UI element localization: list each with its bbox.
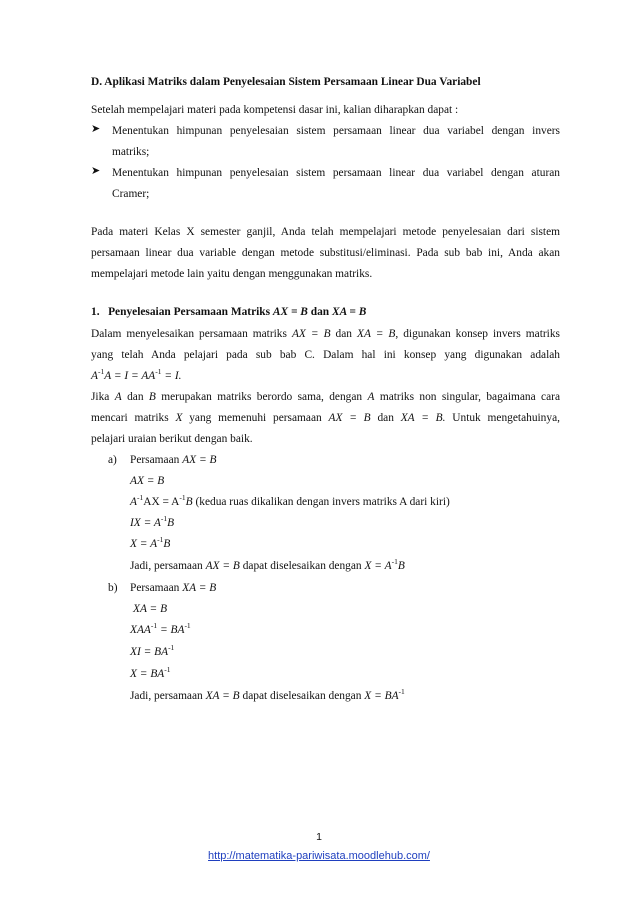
part-a-label: a) xyxy=(108,454,117,466)
part-a-step-4 xyxy=(130,535,170,553)
eq: AX = A xyxy=(143,496,180,508)
eq: XAA xyxy=(130,624,151,636)
exp: -1 xyxy=(391,557,398,566)
p3-text: mencari matriks xyxy=(91,412,176,424)
p3-eq: A xyxy=(114,391,122,403)
eq: B xyxy=(185,496,193,508)
section-title: D. Aplikasi Matriks dalam Penyelesaian Sistem Persamaan Linear Dua Variabel xyxy=(91,76,481,88)
p3-eq: A xyxy=(367,391,375,403)
p3-eq: XA = B. xyxy=(400,412,446,424)
part-a-conclusion xyxy=(130,557,405,575)
footer-url-wrap xyxy=(0,850,638,862)
p3-text: matriks non singular, bagaimana cara xyxy=(374,391,560,403)
step-note: (kedua ruas dikalikan dengan invers matriks A dari kiri) xyxy=(192,496,450,508)
eq: XA = B xyxy=(205,690,240,702)
paragraph-1-line-1: Pada materi Kelas X semester ganjil, Anda telah mempelajari metode penyelesaian dari sistem xyxy=(91,226,560,238)
p2-eq: = I. xyxy=(161,370,182,382)
exp: -1 xyxy=(160,514,168,523)
subsection-eq2: XA = B xyxy=(331,306,367,318)
paragraph-1-line-3: mempelajari metode lain yaitu dengan menggunakan matriks. xyxy=(91,268,373,280)
subsection-conj: dan xyxy=(307,306,332,318)
part-a-step-2 xyxy=(130,493,450,511)
eq: B xyxy=(397,560,405,572)
p2-eq: A xyxy=(91,370,98,382)
paragraph-2-line-3 xyxy=(91,367,560,385)
eq: X = A xyxy=(130,538,158,550)
paragraph-1-line-2: persamaan linear dua variable dengan metode substitusi/eliminasi. Pada sub bab ini, Anda akan xyxy=(91,247,560,259)
eq: = BA xyxy=(157,624,185,636)
eq: B xyxy=(163,538,171,550)
p2-exp: -1 xyxy=(97,367,105,376)
eq: AX = B xyxy=(205,560,240,572)
part-b-step-3 xyxy=(130,643,174,661)
eq: IX = A xyxy=(130,517,161,529)
eq: XI = BA xyxy=(130,646,169,658)
exp: -1 xyxy=(164,665,171,674)
arrow-bullet-icon: ➤ xyxy=(91,123,101,135)
bullet-2-line-2: Cramer; xyxy=(112,188,150,200)
exp: -1 xyxy=(398,687,405,696)
arrow-bullet-icon: ➤ xyxy=(91,165,101,177)
part-b-step-2 xyxy=(130,621,191,639)
p3-text: merupakan matriks berordo sama, dengan xyxy=(155,391,368,403)
bullet-1-line-1: Menentukan himpunan penyelesaian sistem persamaan linear dua variabel dengan invers xyxy=(112,125,560,137)
exp: -1 xyxy=(179,493,186,502)
paragraph-3-line-2 xyxy=(91,409,560,427)
part-a-heading-text: Persamaan xyxy=(130,454,183,466)
exp: -1 xyxy=(168,643,175,652)
p3-text: Jika xyxy=(91,391,115,403)
part-a-step-1 xyxy=(130,472,164,490)
subsection-number: 1. xyxy=(91,306,100,318)
footer-link[interactable]: http://matematika-pariwisata.moodlehub.com/ xyxy=(208,850,430,862)
p2-text: , digunakan konsep invers matriks xyxy=(395,328,560,340)
part-b-conclusion xyxy=(130,687,405,705)
part-a-step-3 xyxy=(130,514,174,532)
subsection-title: Penyelesaian Persamaan Matriks xyxy=(108,306,273,318)
eq: X = A xyxy=(364,560,392,572)
part-a-heading-eq: AX = B xyxy=(182,454,217,466)
p3-text: yang memenuhi persamaan xyxy=(182,412,329,424)
text: dapat diselesaikan dengan xyxy=(239,690,365,702)
p3-text: Untuk mengetahuinya, xyxy=(445,412,560,424)
text: Jadi, persamaan xyxy=(130,560,206,572)
part-b-step-4 xyxy=(130,665,171,683)
p3-eq: B xyxy=(148,391,156,403)
part-b-heading xyxy=(130,579,216,597)
subsection-heading xyxy=(91,303,560,321)
text: Jadi, persamaan xyxy=(130,690,206,702)
p3-text: dan xyxy=(370,412,401,424)
bullet-1-line-2: matriks; xyxy=(112,146,150,158)
part-b-heading-eq: XA = B xyxy=(182,582,217,594)
eq: XA = B xyxy=(133,603,168,615)
p2-eq: AX = B xyxy=(291,328,331,340)
paragraph-2-line-1 xyxy=(91,325,560,343)
p2-text: dan xyxy=(330,328,357,340)
paragraph-3-line-1 xyxy=(91,388,560,406)
text: dapat diselesaikan dengan xyxy=(239,560,365,572)
p3-eq: AX = B xyxy=(328,412,371,424)
part-b-label: b) xyxy=(108,582,118,594)
paragraph-3-line-3: pelajari uraian berikut dengan baik. xyxy=(91,433,253,445)
exp: -1 xyxy=(150,621,158,630)
eq: AX = B xyxy=(130,475,165,487)
eq: B xyxy=(167,517,175,529)
p2-text: Dalam menyelesaikan persamaan matriks xyxy=(91,328,292,340)
p2-exp: -1 xyxy=(155,367,162,376)
p2-eq: A = I = AA xyxy=(104,370,156,382)
exp: -1 xyxy=(136,493,144,502)
exp: -1 xyxy=(157,535,164,544)
part-b-heading-text: Persamaan xyxy=(130,582,183,594)
page-number: 1 xyxy=(316,831,322,843)
part-a-heading xyxy=(130,451,216,469)
p2-eq: XA = B xyxy=(357,328,396,340)
paragraph-2-line-2: yang telah Anda pelajari pada sub bab C. Dalam hal ini konsep yang digunakan adalah xyxy=(91,349,560,361)
p3-text: dan xyxy=(121,391,149,403)
eq: X = BA xyxy=(130,668,165,680)
intro-text: Setelah mempelajari materi pada kompetensi dasar ini, kalian diharapkan dapat : xyxy=(91,104,459,116)
part-b-step-1 xyxy=(133,600,167,618)
eq: X = BA xyxy=(364,690,399,702)
p3-eq: X xyxy=(175,412,183,424)
eq: A xyxy=(130,496,137,508)
exp: -1 xyxy=(184,621,191,630)
bullet-2-line-1: Menentukan himpunan penyelesaian sistem persamaan linear dua variabel dengan aturan xyxy=(112,167,560,179)
subsection-eq1: AX = B xyxy=(272,306,308,318)
